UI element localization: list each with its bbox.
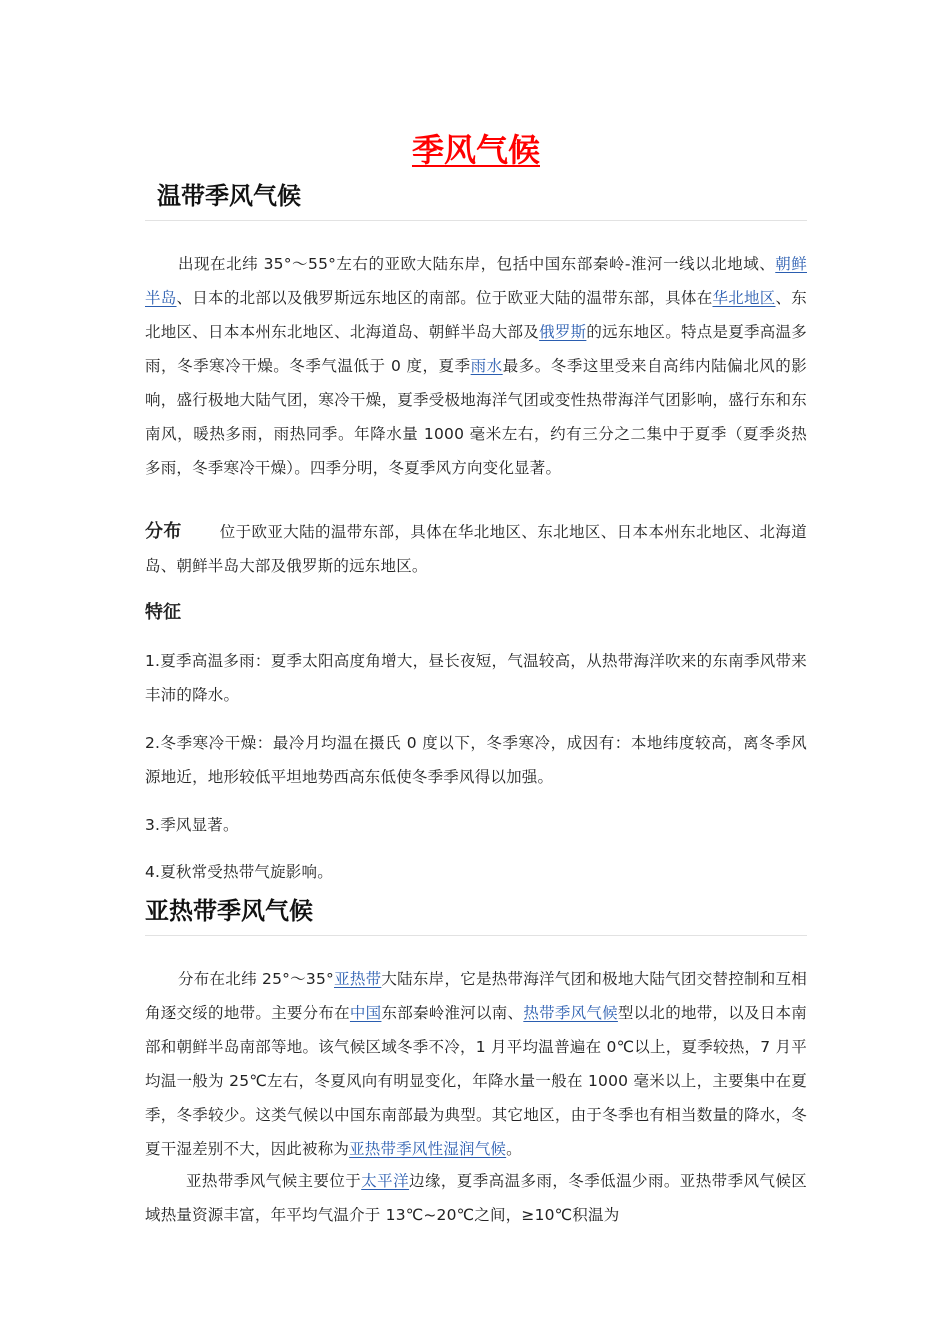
link-korean-peninsula[interactable]: 朝鲜半岛 — [145, 255, 807, 307]
text-run: 边缘，夏季高温多雨，冬季低温少雨。亚热带季风气候区域热量资源丰富，年平均气温介于 13℃~20℃之间，≥10℃积温为 — [145, 1172, 807, 1224]
text-run: 的远东地区。特点是夏季高温多雨，冬季寒冷干燥。冬季气温低于 0 度，夏季 — [145, 323, 807, 375]
section-heading-temperate: 温带季风气候 — [145, 178, 807, 221]
text-run: 出现在北纬 35°～55°左右的亚欧大陆东岸，包括中国东部秦岭-淮河一线以北地域、 — [178, 255, 776, 273]
link-tropical-monsoon-climate[interactable]: 热带季风气候 — [523, 1004, 618, 1022]
document-title — [145, 128, 807, 172]
subtropical-paragraph-2 — [145, 1164, 807, 1232]
section-heading-subtropical: 亚热带季风气候 — [145, 893, 807, 936]
document-title-text: 季风气候 — [411, 131, 540, 169]
subtropical-paragraph-1 — [145, 962, 807, 1166]
text-run: 型以北的地带，以及日本南部和朝鲜半岛南部等地。该气候区域冬季不冷，1 月平均温普遍在 0℃以上，夏季较热，7 月平均温一般为 25℃左右，冬夏风向有明显变化，年降水量一般在 1000 毫米以上，主要集中在夏季，冬季较少。这类气候以中国东南部最为典型。其它地区，由于冬季也有相当数量的降水，冬夏干湿差别不大，因此被称为 — [145, 1004, 807, 1158]
text-run: 、日本的北部以及俄罗斯远东地区的南部。位于欧亚大陆的温带东部，具体在 — [176, 289, 713, 307]
feature-item-1: 1.夏季高温多雨：夏季太阳高度角增大，昼长夜短，气温较高，从热带海洋吹来的东南季风带来丰沛的降水。 — [145, 652, 807, 704]
distribution-paragraph — [145, 515, 807, 583]
temperate-intro-paragraph — [145, 247, 807, 485]
link-north-china[interactable]: 华北地区 — [712, 289, 776, 307]
distribution-label: 分布 — [145, 521, 182, 542]
link-pacific-ocean[interactable]: 太平洋 — [361, 1172, 410, 1190]
features-heading: 特征 — [145, 602, 181, 623]
text-run: 亚热带季风气候主要位于 — [186, 1172, 362, 1190]
link-russia[interactable]: 俄罗斯 — [539, 323, 587, 341]
text-run: 分布在北纬 25°～35° — [178, 970, 334, 988]
feature-item-4: 4.夏秋常受热带气旋影响。 — [145, 863, 333, 881]
feature-item-3: 3.季风显著。 — [145, 816, 239, 834]
link-rainfall[interactable]: 雨水 — [470, 357, 503, 375]
text-run: 。 — [506, 1140, 522, 1158]
text-run: 东部秦岭淮河以南、 — [381, 1004, 524, 1022]
text-run: 大陆东岸，它是热带海洋气团和极地大陆气团交替控制和互相角逐交绥的地带。主要分布在 — [145, 970, 807, 1022]
distribution-text: 位于欧亚大陆的温带东部，具体在华北地区、东北地区、日本本州东北地区、北海道岛、朝鲜半岛大部及俄罗斯的远东地区。 — [145, 523, 808, 575]
link-subtropics[interactable]: 亚热带 — [334, 970, 382, 988]
text-run: 、东北地区、日本本州东北地区、北海道岛、朝鲜半岛大部及 — [145, 289, 807, 341]
feature-item-2: 2.冬季寒冷干燥：最冷月均温在摄氏 0 度以下，冬季寒冷，成因有：本地纬度较高，离冬季风源地近，地形较低平坦地势西高东低使冬季季风得以加强。 — [145, 734, 807, 786]
text-run: 最多。冬季这里受来自高纬内陆偏北风的影响，盛行极地大陆气团，寒冷干燥，夏季受极地海洋气团或变性热带海洋气团影响，盛行东和东南风，暖热多雨，雨热同季。年降水量 1000 毫米左右，约有三分之二集中于夏季（夏季炎热多雨，冬季寒冷干燥）。四季分明，冬夏季风方向变化显著。 — [145, 357, 808, 477]
link-subtropical-humid-monsoon-climate[interactable]: 亚热带季风性湿润气候 — [349, 1140, 507, 1158]
link-china[interactable]: 中国 — [349, 1004, 382, 1022]
